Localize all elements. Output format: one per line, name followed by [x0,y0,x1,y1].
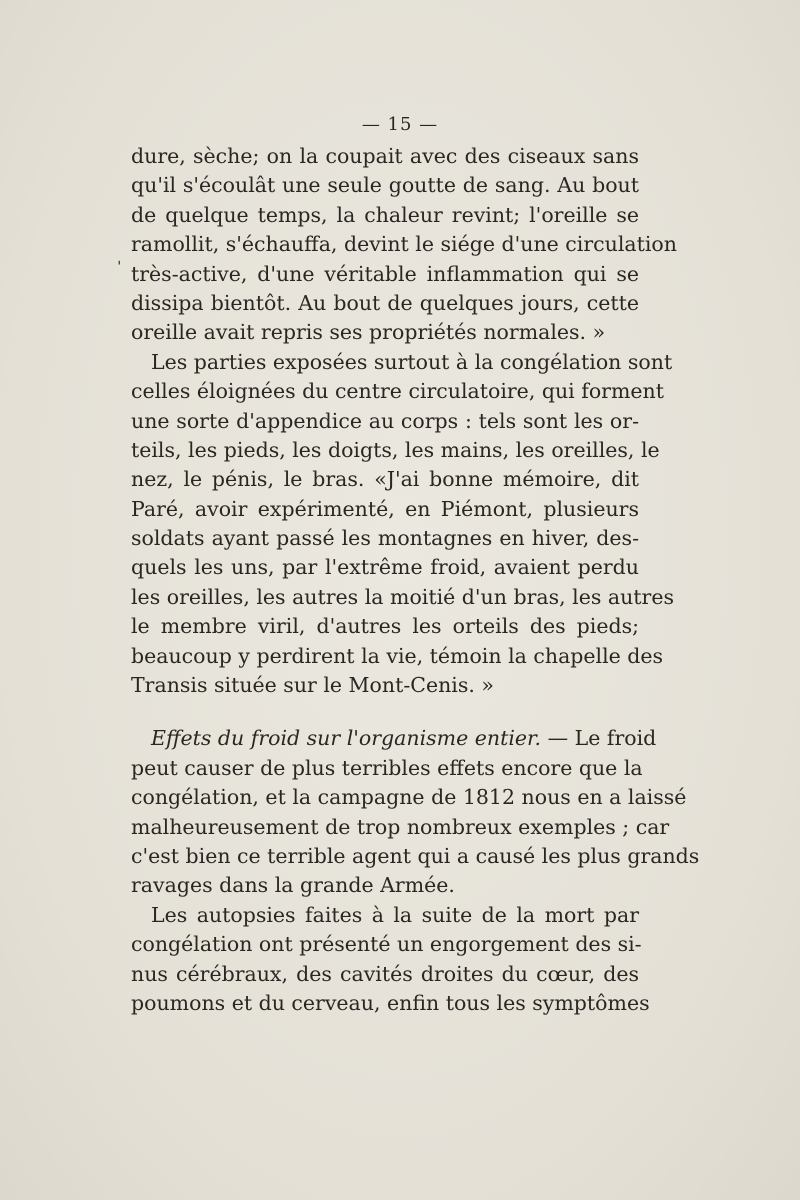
paragraph [131,348,674,701]
paragraph [131,724,700,900]
text-line: congélation, et la campagne de 1812 nous en a laissé [131,785,687,810]
text-line: Les parties exposées surtout à la congélation sont [151,349,673,374]
paragraph [131,142,677,348]
text-line: de quelque temps, la chaleur revint; l'oreille se [131,202,639,227]
text-line: Paré, avoir expérimenté, en Piémont, plusieurs [131,496,639,521]
text-line: malheureusement de trop nombreux exemples ; car [131,814,670,839]
paragraph-gap [131,700,639,724]
text-line: ramollit, s'échauffa, devint le siége d'une circulation [131,232,677,257]
heading-line-rest: — Le froid [547,726,657,751]
stray-mark: ˈ [117,258,122,277]
text-line: quels les uns, par l'extrême froid, avaient perdu [131,555,639,580]
text-line: les oreilles, les autres la moitié d'un bras, les autres [131,584,674,609]
text-line: soldats ayant passé les montagnes en hiver, des- [131,526,639,551]
text-line: dure, sèche; on la coupait avec des ciseaux sans [131,144,639,168]
body-text [131,142,700,1018]
text-line: nez, le pénis, le bras. «J'ai bonne mémoire, dit [131,467,639,492]
text-line: une sorte d'appendice au corps : tels sont les or- [131,408,639,433]
text-line: congélation ont présenté un engorgement des si- [131,932,642,957]
text-line: ravages dans la grande Armée. [131,873,455,898]
text-line: Transis située sur le Mont-Cenis. » [131,673,494,698]
text-line: c'est bien ce terrible agent qui a causé les plus grands [131,843,700,868]
text-line: dissipa bientôt. Au bout de quelques jours, cette [131,290,639,315]
text-line: oreille avait repris ses propriétés normales. » [131,320,606,345]
section-heading: Effets du froid sur l'organisme entier. [151,726,542,751]
text-line: teils, les pieds, les doigts, les mains, les oreilles, le [131,437,660,462]
text-line: celles éloignées du centre circulatoire, qui forment [131,379,664,404]
text-line: nus cérébraux, des cavités droites du cœur, des [131,961,639,986]
page-number: — 15 — [361,114,439,135]
heading-line [131,724,657,753]
text-line: qu'il s'écoulât une seule goutte de sang. Au bout [131,173,639,198]
text-line: très-active, d'une véritable inflammation qui se [131,261,639,286]
text-line: Les autopsies faites à la suite de la mort par [151,902,639,927]
text-line: peut causer de plus terribles effets encore que la [131,755,643,780]
text-line: le membre viril, d'autres les orteils des pieds; [131,614,639,639]
text-line: beaucoup y perdirent la vie, témoin la chapelle des [131,643,664,668]
text-line: poumons et du cerveau, enfin tous les symptômes [131,990,650,1015]
paragraph [131,901,650,1019]
